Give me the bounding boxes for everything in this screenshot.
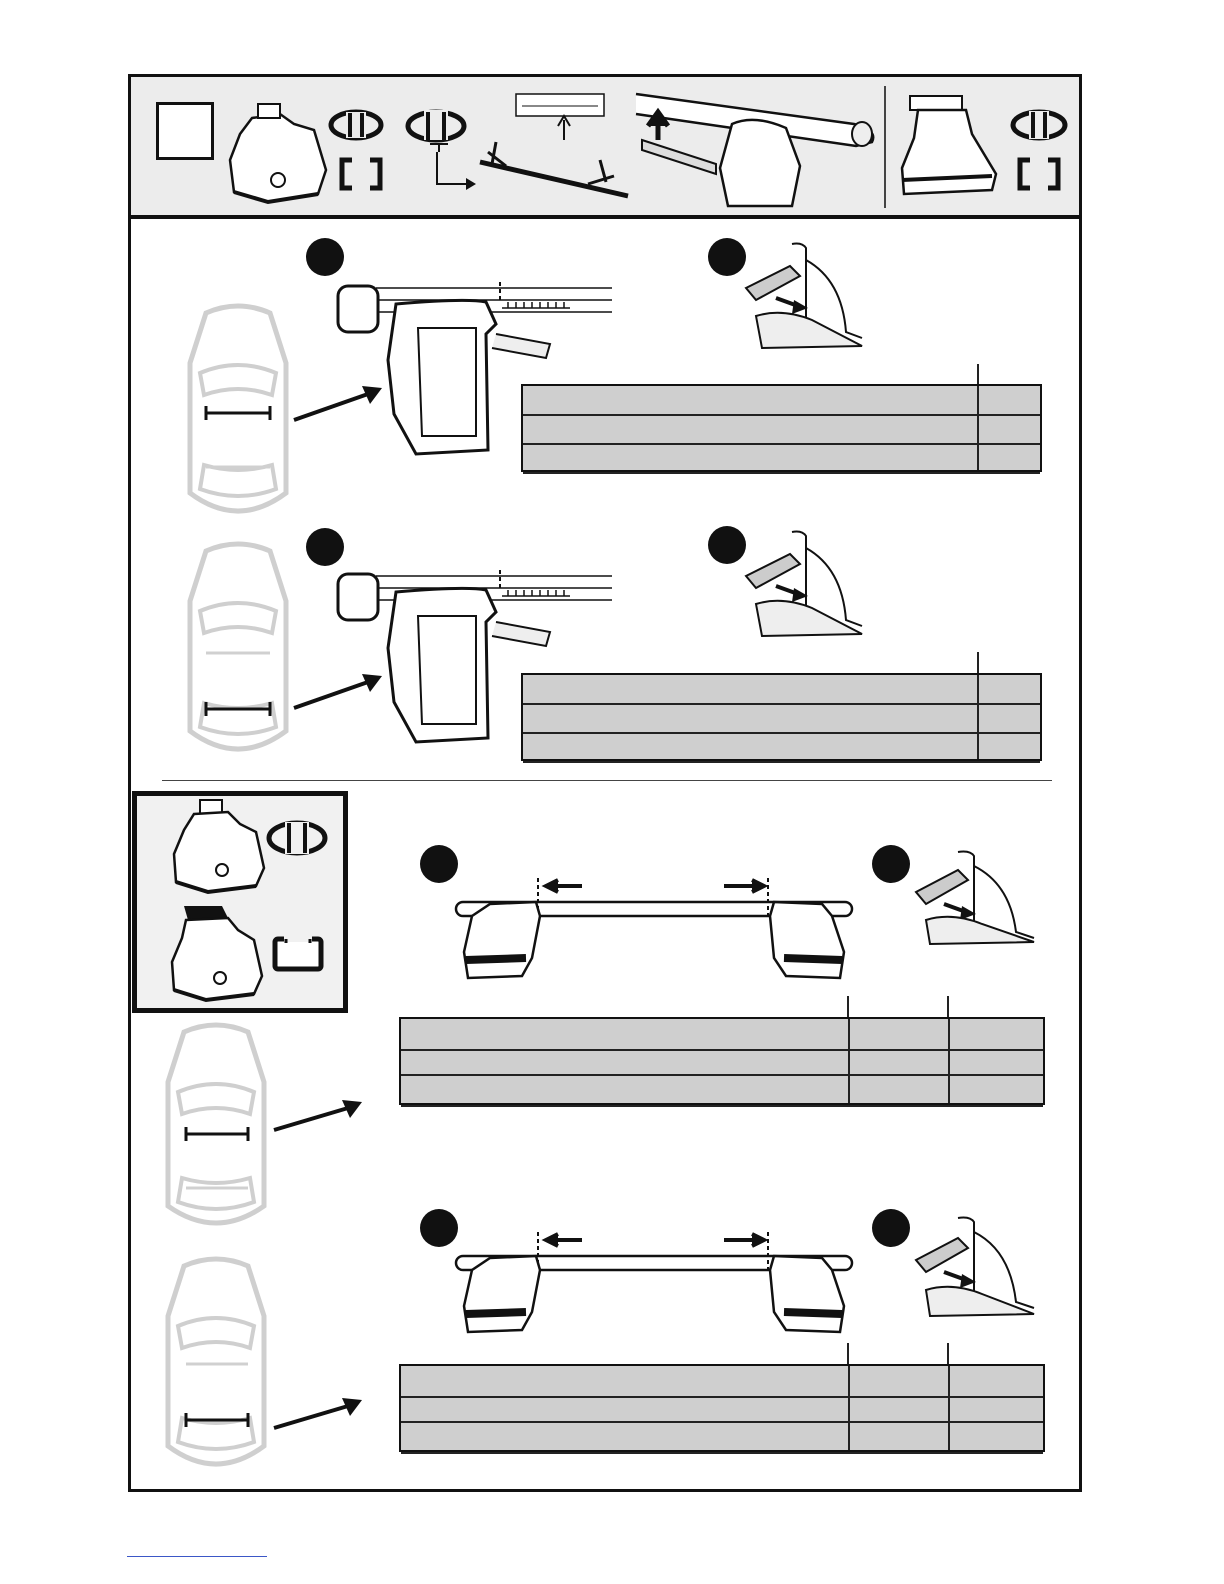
clamp-tighten-icon xyxy=(912,848,1038,946)
bracket-clip-icon xyxy=(1010,108,1068,142)
fit-table xyxy=(399,1017,1045,1105)
square-clip-icon xyxy=(338,158,384,190)
square-clip-icon xyxy=(1016,158,1062,190)
fit-table xyxy=(521,384,1042,472)
table-row xyxy=(401,1075,1043,1107)
table-row xyxy=(401,1397,1043,1423)
step-dot xyxy=(872,845,910,883)
clamp-tighten-icon xyxy=(742,240,866,352)
strip-cut-icon xyxy=(432,92,636,210)
fit-table xyxy=(399,1364,1045,1452)
table-column-divider xyxy=(977,386,979,470)
clamp-tighten-icon xyxy=(742,528,866,640)
section-divider xyxy=(162,780,1052,781)
table-row xyxy=(523,733,1040,763)
table-header-tick xyxy=(977,652,979,674)
roof-bar-pair-icon xyxy=(452,872,860,986)
table-column-divider xyxy=(977,675,979,759)
table-column-divider xyxy=(848,1366,850,1450)
table-row xyxy=(523,444,1040,474)
table-header-tick xyxy=(847,996,849,1018)
fit-table xyxy=(521,673,1042,761)
square-clip-icon xyxy=(272,936,324,972)
bar-insert-icon xyxy=(636,84,882,210)
header-divider xyxy=(884,86,886,208)
table-row xyxy=(401,1050,1043,1076)
table-column-divider xyxy=(848,1019,850,1103)
step-number-box xyxy=(156,102,214,160)
table-row xyxy=(523,386,1040,416)
bracket-clip-icon xyxy=(266,818,328,858)
table-row xyxy=(401,1422,1043,1454)
car-top-view-icon xyxy=(160,1256,272,1478)
foot-pack-icon xyxy=(168,798,268,894)
step-dot xyxy=(872,1209,910,1247)
step-dot xyxy=(708,238,746,276)
clamp-tighten-icon xyxy=(912,1214,1038,1318)
step-dot xyxy=(708,526,746,564)
roof-bar-pair-icon xyxy=(452,1226,860,1340)
table-column-divider xyxy=(948,1366,950,1450)
bracket-clip-icon xyxy=(328,108,384,142)
car-top-view-icon xyxy=(182,303,294,525)
car-top-view-icon xyxy=(182,541,294,763)
table-row xyxy=(523,415,1040,445)
table-row xyxy=(401,1366,1043,1398)
table-header-tick xyxy=(947,996,949,1018)
table-row xyxy=(523,704,1040,734)
footer-link[interactable] xyxy=(127,1556,267,1557)
foot-pack-icon xyxy=(222,100,332,212)
table-header-tick xyxy=(977,364,979,386)
car-top-view-icon xyxy=(160,1022,272,1236)
table-header-tick xyxy=(847,1343,849,1365)
table-column-divider xyxy=(948,1019,950,1103)
pointer-arrow xyxy=(272,1392,364,1432)
foot-pack-alt-icon xyxy=(896,94,1000,198)
pointer-arrow xyxy=(272,1094,364,1134)
foot-pack-icon xyxy=(166,902,266,1002)
table-row xyxy=(523,675,1040,705)
table-header-tick xyxy=(947,1343,949,1365)
table-row xyxy=(401,1019,1043,1051)
